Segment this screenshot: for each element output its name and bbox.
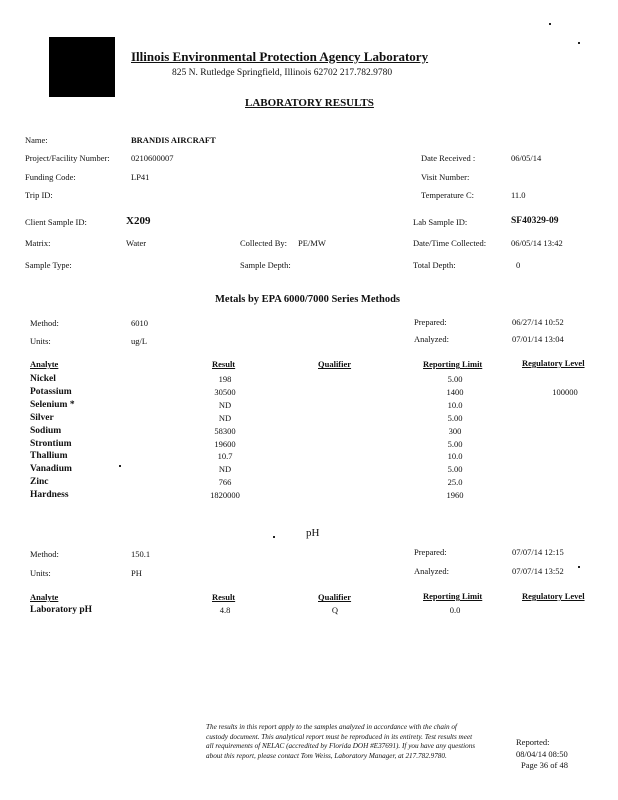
datetime-collected-value: 06/05/14 13:42 <box>511 238 563 248</box>
limit-value: 10.0 <box>447 451 463 462</box>
analyte-name: Selenium * <box>30 399 75 410</box>
metals-prepared-label: Prepared: <box>414 317 447 327</box>
result-value: 766 <box>218 477 232 488</box>
reported-value: 08/04/14 08:50 <box>516 749 568 759</box>
metals-units-value: ug/L <box>131 336 148 346</box>
metals-header-limit: Reporting Limit <box>423 359 483 369</box>
sample-depth-label: Sample Depth: <box>240 260 291 270</box>
analyte-name: Silver <box>30 412 54 423</box>
metals-prepared-value: 06/27/14 10:52 <box>512 317 564 327</box>
total-depth-value: 0 <box>516 260 521 270</box>
collected-by-label: Collected By: <box>240 238 287 248</box>
ph-prepared-label: Prepared: <box>414 547 447 557</box>
limit-value: 5.00 <box>447 374 463 384</box>
ph-prepared-value: 07/07/14 12:15 <box>512 547 564 557</box>
analyte-name: Thallium <box>30 451 68 462</box>
analyte-name: Strontium <box>30 438 72 449</box>
visit-label: Visit Number: <box>421 172 470 182</box>
scan-speck <box>549 23 551 25</box>
report-title: LABORATORY RESULTS <box>245 97 374 109</box>
temperature-label: Temperature C: <box>421 190 474 200</box>
limit-value: 10.0 <box>447 399 463 410</box>
matrix-value: Water <box>126 238 147 248</box>
metals-header-analyte: Analyte <box>30 359 59 369</box>
metals-analyzed-label: Analyzed: <box>414 334 449 344</box>
analyte-name: Sodium <box>30 425 62 436</box>
result-value: 1820000 <box>210 490 240 501</box>
total-depth-label: Total Depth: <box>413 260 456 270</box>
analyte-name: Laboratory pH <box>30 605 93 615</box>
client-sample-value: X209 <box>126 215 151 227</box>
scan-speck <box>273 536 275 538</box>
reported-label: Reported: <box>516 737 550 747</box>
matrix-label: Matrix: <box>25 238 51 248</box>
result-value: ND <box>218 464 232 475</box>
regulatory-value: 100000 <box>552 386 578 397</box>
ph-header-regulatory: Regulatory Level <box>522 591 585 601</box>
name-label: Name: <box>25 135 48 145</box>
analyte-name: Nickel <box>30 374 56 384</box>
scan-speck <box>578 42 580 44</box>
result-value: ND <box>218 399 232 410</box>
limit-value: 0.0 <box>449 605 461 615</box>
result-value: ND <box>218 412 232 423</box>
ph-header-qualifier: Qualifier <box>318 592 352 602</box>
lab-name: Illinois Environmental Protection Agency Laboratory <box>131 49 429 64</box>
ph-header-analyte: Analyte <box>30 592 59 602</box>
analyte-name: Vanadium <box>30 464 72 475</box>
sample-type-label: Sample Type: <box>25 260 72 270</box>
lab-sample-value: SF40329-09 <box>511 216 559 226</box>
analyte-name: Hardness <box>30 490 69 501</box>
scan-speck <box>119 465 121 467</box>
ph-header-limit: Reporting Limit <box>423 591 483 601</box>
trip-label: Trip ID: <box>25 190 53 200</box>
ph-units-label: Units: <box>30 568 51 578</box>
lab-sample-label: Lab Sample ID: <box>413 217 468 227</box>
limit-value: 1400 <box>446 386 464 397</box>
collected-by-value: PE/MW <box>298 238 326 248</box>
analyte-name: Potassium <box>30 386 72 397</box>
lab-address: 825 N. Rutledge Springfield, Illinois 62702 217.782.9780 <box>172 68 393 78</box>
metals-section-title: Metals by EPA 6000/7000 Series Methods <box>215 294 401 305</box>
ph-method-value: 150.1 <box>131 549 151 559</box>
project-value: 0210600007 <box>131 153 174 163</box>
ph-method-label: Method: <box>30 549 59 559</box>
result-value: 4.8 <box>219 605 231 615</box>
funding-label: Funding Code: <box>25 172 76 182</box>
ph-units-value: PH <box>131 568 142 578</box>
name-value: BRANDIS AIRCRAFT <box>131 135 216 145</box>
client-sample-label: Client Sample ID: <box>25 217 87 227</box>
scan-speck <box>578 566 580 568</box>
datetime-collected-label: Date/Time Collected: <box>413 238 487 248</box>
limit-value: 25.0 <box>447 477 463 488</box>
limit-value: 300 <box>448 425 462 436</box>
metals-method-label: Method: <box>30 318 59 328</box>
funding-value: LP41 <box>131 172 150 182</box>
ph-analyzed-label: Analyzed: <box>414 566 449 576</box>
result-value: 19600 <box>214 438 236 449</box>
limit-value: 5.00 <box>447 412 463 423</box>
metals-units-label: Units: <box>30 336 51 346</box>
agency-logo <box>49 37 115 97</box>
qualifier-value: Q <box>331 605 339 615</box>
metals-header-qualifier: Qualifier <box>318 359 352 369</box>
result-value: 198 <box>218 374 232 384</box>
project-label: Project/Facility Number: <box>25 153 110 163</box>
result-value: 58300 <box>214 425 236 436</box>
ph-analyzed-value: 07/07/14 13:52 <box>512 566 564 576</box>
result-value: 30500 <box>214 386 236 397</box>
ph-header-result: Result <box>212 592 236 602</box>
limit-value: 5.00 <box>447 438 463 449</box>
metals-analyzed-value: 07/01/14 13:04 <box>512 334 564 344</box>
date-received-value: 06/05/14 <box>511 153 542 163</box>
ph-section-title: pH <box>306 527 320 539</box>
metals-header-result: Result <box>212 359 236 369</box>
limit-value: 5.00 <box>447 464 463 475</box>
footer-disclaimer: The results in this report apply to the samples analyzed in accordance with the chain of custody document. This analytical report must be reproduced in its entirety. Test results meet all requirements of NELAC (accredited by Florida DOH #E37691). If you have any questions about this report, please contact Tom Weiss, Laboratory Manager, at 217.782.9780. <box>206 723 476 760</box>
limit-value: 1960 <box>446 490 464 501</box>
analyte-name: Zinc <box>30 477 49 488</box>
metals-header-regulatory: Regulatory Level <box>522 358 585 368</box>
date-received-label: Date Received : <box>421 153 476 163</box>
result-value: 10.7 <box>217 451 233 462</box>
metals-method-value: 6010 <box>131 318 148 328</box>
page-info: Page 36 of 48 <box>521 760 568 770</box>
temperature-value: 11.0 <box>511 190 526 200</box>
